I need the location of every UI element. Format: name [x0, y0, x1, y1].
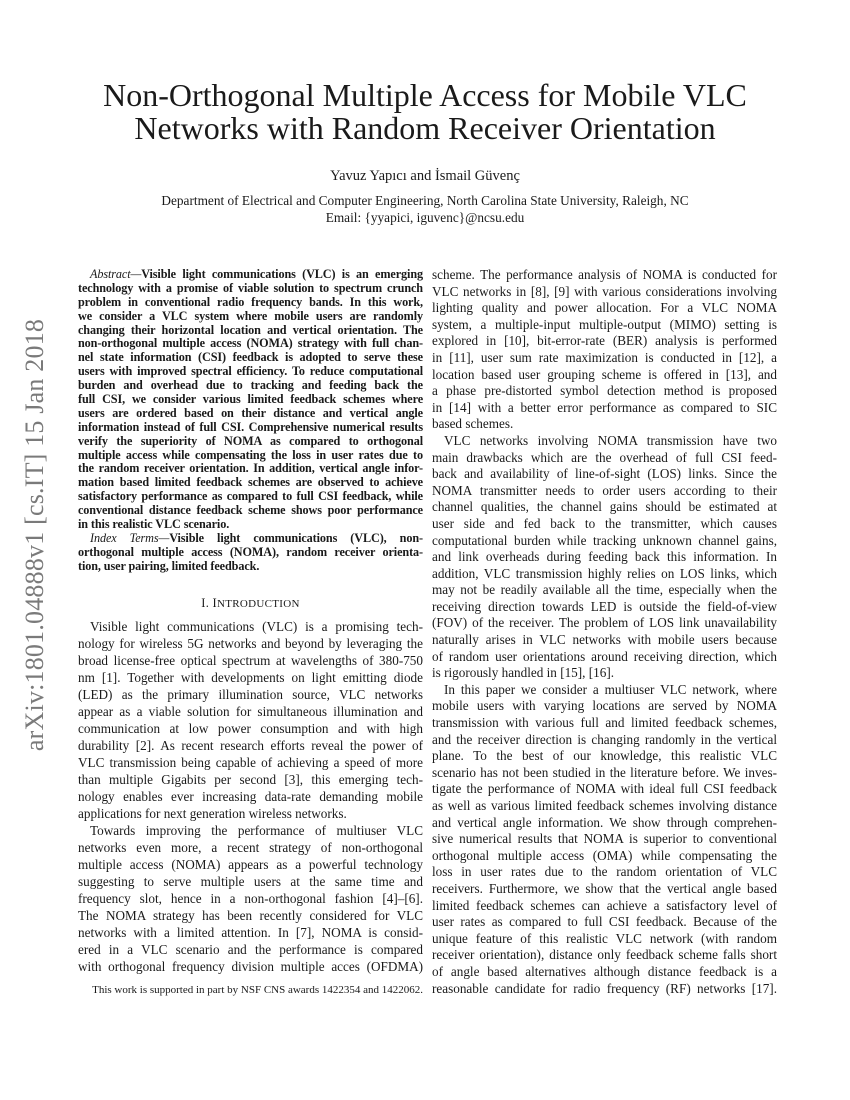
- text-line-content: and vertical angle information. We show through comprehen-: [432, 814, 777, 830]
- text-line-content: multiple access while compensating the loss in user rates due to: [78, 448, 423, 462]
- text-line: [78, 652, 423, 669]
- text-line-content: channel qualities, the channel gains should be estimated at: [432, 499, 777, 515]
- text-line-content: of random user orientations around receiving direction, which: [432, 648, 777, 664]
- text-line: [432, 499, 777, 516]
- text-line-content: computational burden while tracking unknown channel gains,: [432, 532, 777, 548]
- text-line-content: than multiple Gigabits per second [3], this emerging tech-: [78, 772, 423, 788]
- text-line-content: with orthogonal frequency division multiple acces (OFDMA): [78, 959, 423, 975]
- text-line: [432, 798, 777, 815]
- text-line-content: broad license-free optical spectrum at wavelengths of 380-750: [78, 653, 423, 669]
- text-line-content: user side and fed back to the transmitter, which causes: [432, 515, 777, 531]
- text-line-content: applications for next generation wireless networks.: [78, 806, 347, 822]
- text-line: [432, 566, 777, 583]
- text-line: [78, 351, 423, 365]
- text-line-content: and the receiver direction is changing randomly in the vertical: [432, 731, 777, 747]
- text-line-content: burden and overhead due to tracking and feeding back the: [78, 379, 423, 393]
- text-line-content: verify the superiority of NOMA as compared to orthogonal: [78, 434, 423, 448]
- text-line-content: limited feedback schemes can achieve a satisfactory level of: [432, 897, 777, 913]
- text-line-content: (FOV) of the receiver. The problem of LOS link unavailability: [432, 615, 777, 631]
- text-line: [432, 715, 777, 732]
- section-title: NTRODUCTION: [217, 597, 300, 610]
- text-line-content: nm [1]. Together with developments on light emitting diode: [78, 670, 423, 686]
- text-line: [432, 765, 777, 782]
- text-line-content: orthogonal multiple access (NOMA), random receiver orienta-: [78, 545, 423, 559]
- text-line-content: VLC networks involving NOMA transmission have two: [444, 432, 777, 448]
- text-line: [432, 848, 777, 865]
- text-line: [432, 732, 777, 749]
- text-line: [432, 549, 777, 566]
- text-line: [78, 873, 423, 890]
- text-line-content: suggesting to serve multiple users at the same time and: [78, 874, 423, 890]
- text-line: [432, 649, 777, 666]
- text-line-content: changing their horizontal location and vertical orientation. The: [78, 323, 423, 337]
- text-line-content: nology enables ever increasing data-rate demanding mobile: [78, 789, 423, 805]
- text-line: [78, 907, 423, 924]
- text-line-content: multiple access (NOMA) appears as a powerful technology: [78, 857, 423, 873]
- text-line-content: unique feature of this realistic VLC network (with random: [432, 930, 777, 946]
- text-line: [432, 748, 777, 765]
- text-line: [78, 822, 423, 839]
- text-line-content: conventional distance feedback scheme shows poor performance: [78, 504, 423, 518]
- text-line: [432, 317, 777, 334]
- text-line-content: as well as various limited feedback schemes involving distance: [432, 798, 777, 813]
- affiliation: Department of Electrical and Computer Engineering, North Carolina State University, Raleigh, NC: [161, 193, 689, 208]
- text-line-content: durability [2]. As recent research efforts reveal the power of: [78, 738, 423, 754]
- text-line-content: (LED) as the primary illumination source, VLC networks: [78, 687, 423, 703]
- text-line: [432, 898, 777, 915]
- text-line-content: may not be readily available all the time, especially when the: [432, 582, 777, 598]
- text-line-content: transmission with various full and limited feedback schemes,: [432, 715, 777, 731]
- text-line: [78, 518, 423, 532]
- text-line: [432, 350, 777, 367]
- text-line: [78, 754, 423, 771]
- text-line-content: users with improved spectral efficiency. To reduce computational: [78, 365, 423, 379]
- text-line-content: VLC transmission being capable of achieving a speed of more: [78, 755, 423, 771]
- index-terms: [78, 532, 423, 574]
- text-line: [432, 582, 777, 599]
- paper-title-line-1: Non-Orthogonal Multiple Access for Mobile VLC: [103, 77, 747, 113]
- text-line-content: communication at low power consumption and with high: [78, 721, 423, 737]
- text-line: [432, 400, 777, 417]
- text-line: [78, 941, 423, 958]
- text-line-content: scheme. The performance analysis of NOMA is conducted for: [432, 267, 777, 282]
- text-line: [78, 856, 423, 873]
- text-line: [78, 476, 423, 490]
- text-line-content: location based user grouping scheme is offered in [13], and: [432, 366, 777, 382]
- paper-title-line-2: Networks with Random Receiver Orientation: [134, 110, 716, 146]
- text-line: [78, 839, 423, 856]
- text-line: [432, 383, 777, 400]
- text-line: [78, 618, 423, 635]
- text-line-content: mobile users with varying locations are served by NOMA: [432, 698, 777, 714]
- text-line-content: explored in [10], bit-error-rate (BER) analysis is performed: [432, 333, 777, 349]
- text-line: [432, 450, 777, 467]
- text-line: [432, 466, 777, 483]
- text-line: [432, 516, 777, 533]
- text-line-content: satisfactory performance as compared to full CSI feedback, while: [78, 490, 423, 504]
- text-line-content: technology with a promise of viable solution to spectrum crunch: [78, 281, 423, 295]
- text-line: [78, 669, 423, 686]
- text-line-content: back and availability of line-of-sight (LOS) links. Since the: [432, 466, 777, 482]
- text-line: [78, 771, 423, 788]
- text-line-content: Visible light communications (VLC), non-: [169, 531, 423, 545]
- text-line-content: naturally arises in VLC networks with mobile users because: [432, 632, 777, 648]
- text-line-content: non-orthogonal multiple access (NOMA) strategy with full chan-: [78, 337, 423, 351]
- text-line-content: orthogonal multiple access (OMA) while compensating the: [432, 847, 777, 863]
- left-column: [78, 268, 423, 975]
- text-line: [78, 720, 423, 737]
- text-line-content: of angle based alternatives although distance feedback is a: [432, 963, 777, 979]
- text-line: [432, 284, 777, 301]
- text-line: [432, 914, 777, 931]
- text-line-content: and link overheads during feeding back this information. In: [432, 549, 777, 565]
- text-line: [78, 788, 423, 805]
- section-heading-introduction: [78, 591, 423, 615]
- text-line-content: receivers. Furthermore, we show that the vertical angle based: [432, 880, 777, 896]
- text-line-content: Visible light communications (VLC) is a promising tech-: [90, 619, 423, 635]
- text-line-content: in [11], user sum rate maximization is conducted in [12], a: [432, 349, 777, 365]
- text-line: [432, 333, 777, 350]
- text-line-content: user rates as compared to full CSI feedback. Because of the: [432, 914, 777, 930]
- text-line-content: mation based limited feedback schemes are observed to achieve: [78, 476, 423, 490]
- text-line: [78, 282, 423, 296]
- text-line: [78, 532, 423, 546]
- text-line: [432, 615, 777, 632]
- text-line: [78, 435, 423, 449]
- text-line: [432, 367, 777, 384]
- text-line-content: reasonable candidate for radio frequency (RF) networks [17].: [432, 980, 777, 996]
- text-line-content: in this realistic VLC scenario.: [78, 518, 230, 532]
- text-line-content: information instead of full CSI. Comprehensive numerical results: [78, 420, 423, 434]
- text-line-content: networks with a limited attention. In [7], NOMA is consid-: [78, 925, 423, 941]
- text-line: [432, 831, 777, 848]
- text-line-content: ered in a VLC scenario and the performance is compared: [78, 942, 423, 958]
- text-line: [432, 781, 777, 798]
- text-line-content: NOMA transmitter needs to order users according to their: [432, 482, 777, 498]
- text-line: [432, 947, 777, 964]
- text-line: [432, 981, 777, 998]
- text-line: [432, 300, 777, 317]
- text-line-content: VLC networks in [8], [9] with various considerations involving: [432, 283, 777, 299]
- text-line: [432, 698, 777, 715]
- text-line: [78, 421, 423, 435]
- text-line-content: In this paper we consider a multiuser VLC network, where: [444, 681, 777, 697]
- text-line-content: problem in conventional radio frequency bands. In this work,: [78, 295, 423, 309]
- text-line: [78, 546, 423, 560]
- text-line-content: Towards improving the performance of multiuser VLC: [90, 823, 423, 839]
- text-line-content: scenario has not been studied in the literature before. We inves-: [432, 764, 777, 780]
- text-line: [78, 310, 423, 324]
- text-line: [78, 703, 423, 720]
- text-line-content: loss in user rates due to the random orientation of VLC: [432, 864, 777, 880]
- text-line: [78, 324, 423, 338]
- text-line: [432, 533, 777, 550]
- lead-label: Abstract—: [90, 268, 142, 281]
- text-line: [78, 890, 423, 907]
- text-line-content: main drawbacks which are the overhead of full CSI feed-: [432, 449, 777, 465]
- text-line: [432, 416, 777, 433]
- text-line-content: we consider a VLC system where mobile users are randomly: [78, 309, 423, 323]
- introduction-body: [78, 618, 423, 975]
- text-line-content: frequency slot, hence in a non-orthogonal fashion [4]–[6].: [78, 891, 423, 907]
- text-line: [432, 815, 777, 832]
- text-line-content: the random receiver orientation. In addition, vertical angle infor-: [78, 462, 423, 476]
- text-line: [78, 924, 423, 941]
- text-line: [78, 449, 423, 463]
- arxiv-identifier-sidebar: arXiv:1801.04888v1 [cs.IT] 15 Jan 2018: [20, 318, 49, 752]
- text-line: [432, 433, 777, 450]
- text-line-content: plane. To the best of our knowledge, this realistic VLC: [432, 748, 777, 764]
- text-line-content: nology for wireless 5G networks and beyond by leveraging the: [78, 636, 423, 652]
- text-line: [78, 635, 423, 652]
- text-line-content: networks even more, a recent strategy of non-orthogonal: [78, 840, 423, 856]
- text-line-content: tigate the performance of NOMA with ideal full CSI feedback: [432, 781, 777, 797]
- section-number: I. I: [201, 595, 218, 610]
- text-line-content: users are ordered based on their distance and vertical angle: [78, 406, 423, 420]
- text-line: [78, 504, 423, 518]
- text-line-content: tion, user pairing, limited feedback.: [78, 559, 260, 573]
- text-line: [432, 483, 777, 500]
- funding-footnote: This work is supported in part by NSF CNS awards 1422354 and 1422062.: [92, 984, 423, 996]
- text-line: [78, 462, 423, 476]
- text-line: [78, 337, 423, 351]
- text-line-content: is rigorously handled in [15], [16].: [432, 665, 615, 681]
- text-line-content: a phase pre-distorted symbol detection method is proposed: [432, 383, 777, 399]
- text-line: [78, 958, 423, 975]
- text-line: [78, 805, 423, 822]
- right-column: [432, 267, 777, 997]
- lead-label: Index Terms—: [90, 531, 170, 545]
- text-line: [432, 964, 777, 981]
- text-line: [78, 560, 423, 574]
- text-line-content: Visible light communications (VLC) is an emerging: [141, 268, 423, 281]
- text-line: [432, 881, 777, 898]
- text-line-content: sive numerical results that NOMA is superior to conventional: [432, 831, 777, 847]
- text-line-content: in [14] with a better error performance as compared to SIC: [432, 399, 777, 415]
- text-line-content: based schemes.: [432, 416, 514, 432]
- text-line: [78, 379, 423, 393]
- text-line: [432, 665, 777, 682]
- text-line: [432, 682, 777, 699]
- text-line: [78, 490, 423, 504]
- text-line: [78, 686, 423, 703]
- text-line-content: The NOMA strategy has been recently considered for VLC: [78, 908, 423, 924]
- text-line-content: receiving direction towards LED is outside the field-of-view: [432, 598, 777, 614]
- text-line: [432, 267, 777, 284]
- text-line: [78, 737, 423, 754]
- text-line: [78, 365, 423, 379]
- text-line: [78, 393, 423, 407]
- abstract: [78, 268, 423, 532]
- text-line-content: system, a multiple-input multiple-output (MIMO) setting is: [432, 316, 777, 332]
- text-line: [78, 268, 423, 282]
- text-line-content: nel state information (CSI) feedback is adopted to serve these: [78, 351, 423, 365]
- text-line: [432, 931, 777, 948]
- text-line-content: lighting quality and power allocation. For a VLC NOMA: [432, 300, 777, 316]
- text-line: [432, 864, 777, 881]
- text-line-content: receiver orientation), distance only feedback scheme falls short: [432, 947, 777, 963]
- text-line-content: appear as a viable solution for simultaneous illumination and: [78, 704, 423, 720]
- email: Email: {yyapici, iguvenc}@ncsu.edu: [325, 210, 525, 225]
- text-line-content: addition, VLC transmission highly relies on LOS links, which: [432, 565, 777, 581]
- text-line: [78, 407, 423, 421]
- text-line: [432, 632, 777, 649]
- text-line-content: full CSI, we consider various limited feedback schemes where: [78, 393, 423, 407]
- authors: Yavuz Yapıcı and İsmail Güvenç: [330, 168, 520, 184]
- text-line: [78, 296, 423, 310]
- text-line: [432, 599, 777, 616]
